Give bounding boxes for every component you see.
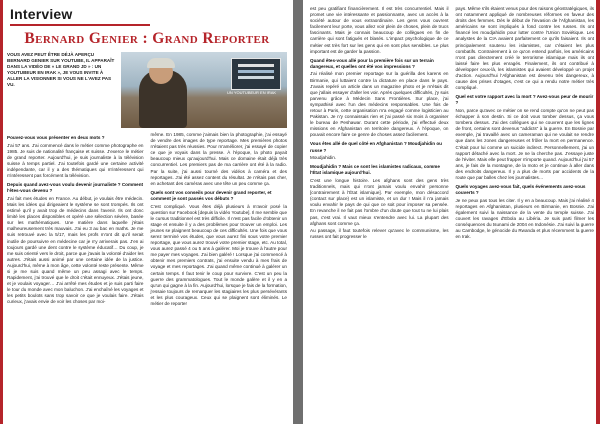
answer: est peu gratifiant financièrement. Il est très concurrentiel. Mais il promet une vie intéressante et passionnante, avec un accès à la société autour de vous extraordinaire. Les gens vous ouvrent facilement leur porte, vous allez voir plein de choses, plein de trucs fascinants. Mais je connais beaucoup de collègues en fin de carrière qui sont fatigués et blasés. L'impact psychologique de ce métier est très fort sur les gens qui en sont plus sensibles. Le plus important est de garder la passion. bbox=[310, 6, 449, 54]
answer: J'ai réalisé mon premier reportage sur la guérilla des karens en Birmanie, qui luttaient contre la dictature en place dans le pays. J'avais repéré un article dans un magazine photo et je m'étais dit que j'allais essayer d'aller les voir. Après quelques difficultés, j'y suis parvenu grâce à Médecin Sans Frontières. Sur place, j'ai sympathisé avec l'un des médecins responsables. Une fois de retour à Paris, cette organisation m'a engagé comme logisticien au Pakistan. Je n'y connaissais rien et j'ai passé six mois à organiser le bureau de Peshawar. Durant cette période, j'ai effectué deux missions en Afghanistan en territoire dangereux. À l'époque, on pouvait encore faire ce genre de choses assez facilement. bbox=[310, 71, 449, 138]
question: Depuis quand avez-vous voulu devenir journaliste ? Comment l'êtes-vous devenu ? bbox=[7, 182, 144, 194]
question: Quand êtes-vous allé pour la première fois sur un terrain dangereux, et quelles ont été vos impressions ? bbox=[310, 57, 434, 69]
left-column-2 bbox=[151, 132, 288, 309]
question: Moudjahidin ? Mais ce sont les islamistes radicaux, comme l'État islamique aujourd'hui. bbox=[310, 164, 440, 176]
photo-cap bbox=[147, 58, 175, 68]
question: Quels sont vos conseils pour devenir grand reporter, et comment je sont passés vos débuts ? bbox=[150, 189, 272, 201]
left-column-1 bbox=[7, 132, 144, 309]
left-columns bbox=[7, 132, 287, 309]
answer: même. En 1985, comme j'aimais bien la photographie, j'ai essayé de vendre des images de type reportage. Mes premières photos n'étaient pas très réussies. Pour m'améliorer, j'ai essayé de copier ce que je voyais dans la presse. À l'époque, la photo payait beaucoup mieux qu'aujourd'hui. Mais ce domaine était déjà très concurrentiel. Les premiers pas de ma carrière ont été à la radio. Par la suite, j'ai aussi tourné des vidéos à caméra et des reportages. J'ai été assez content du résultat. Je n'étais pas cher, en achetant des caméras avec une tête un peu comme ça. bbox=[150, 132, 287, 186]
lead-paragraph: VOUS AVEZ PEUT ÊTRE DÉJÀ APERÇU BERNARD GENIER SUR YOUTUBE, IL APPARAÎT DANS LA VIDÉO DE « LE GRAND JD » : UN YOUTUBEUR EN IRAK », JE VOUS INVITE À ALLER LA VISIONNER SI VOUS NE L'AVEZ PAS VU. bbox=[7, 52, 115, 87]
reporter-photo bbox=[121, 52, 287, 128]
answer: J'ai 57 ans. J'ai commencé dans le métier comme photographe en 1985. Je suis de nationalité française et suisse. J'exerce le métier de grand reporter. Aujourd'hui, je suis journaliste à la télévision suisse à temps partiel. J'ai toutefois gardé une certaine activité indépendante, car il y a des thématiques qui m'intéressent qui n'intéressent pas forcément la télévision. bbox=[7, 142, 144, 179]
right-column-1 bbox=[310, 6, 449, 242]
answer: Je ne peux pas tous les citer. Il y en a beaucoup. Mais j'ai réalisé 4 reportages en Afghanistan, plusieurs en Birmanie, en Bosnie. J'ai également suivi la naissance de la vente du temple suisse. J'ai couvert les ravages d'Ebola au Libéria. Je suis parti filmer les conséquences du tsunami de 2004 en Indonésie. J'ai suivi la guerre au Cambodge, le génocide du Rwanda et plus récemment la guerre en Irak. bbox=[455, 197, 594, 240]
answer: Moudjahidin. bbox=[310, 155, 337, 161]
right-column-2 bbox=[456, 6, 595, 242]
question: Vous êtes allé de quel côté en Afghanistan ? Moudjahidin ou russe ? bbox=[310, 141, 442, 153]
section-label: Interview bbox=[10, 6, 73, 22]
article-title: Bernard Genier : Grand Reporter bbox=[24, 30, 270, 47]
answer: C'est compliqué. Vous êtes déjà plusieurs à m'avoir posé la question sur Facebook [depuis la vidéo Youtube]. Il me semble que le cursus traditionnel est très difficile. Il n'est pas facile d'obtenir un stage et ensuite il y a des problèmes pour trouver un emploi. Les jeunes se plaignent beaucoup de ces difficultés. Une fois que vous serez terminé vos études, que vous aurez fini sous votre premier reportage, que vous aurez trouvé votre premier stage, etc. Au total, vous aurez passé 4 ou 5 ans à galérer. Moi je trouve à l'autre pour me payer mes voyages. J'ai bien galéré ! Lorsque j'ai commencé à obtenir mes premiers contrats, j'ai ensuite vendu à mes frais de voyage et mes reportages. J'ai quand même continué à galérer un certain temps. Il faut tenir le coup pour survivre. C'est un peu la guerre des grammatologues. Tout le monde galère et il y en a qu'un qui gagne à la fin. Aujourd'hui, lorsque je fais de la formation, j'essaie toujours de remarquer les stagiaires les plus persévérants et les plus courageux. Ceux qui se plaignent sont éliminés. Le métier de reporter bbox=[150, 203, 287, 307]
section-underline bbox=[10, 24, 150, 26]
right-margin-accent bbox=[596, 0, 600, 424]
question: Quel est votre rapport avec la mort ? Avez-vous peur de mourir ? bbox=[455, 94, 594, 106]
question: Quels voyages avez-vous fait, quels événements avez-vous couverts ? bbox=[455, 184, 586, 196]
left-page bbox=[0, 0, 293, 424]
answer: Au passage, il faut toutefois relever qu'avec le communisme, les russes ont fait progresser le bbox=[310, 228, 449, 240]
question: Pouvez-vous vous présenter en deux mots ? bbox=[7, 135, 105, 140]
answer: J'ai fait mes études en France. Au début, je voulais être médecin. Mais les idées qui dirigeaient le système se sont trompés. Ils ont estimé qu'il y avait trop de médecins dans l'avenir. Ils ont donc limité les places disponibles et opéré une sélection sévère, basée sur les mathématiques. Une matière dans laquelle j'étais malheureusement très mauvais. J'ai eu 3 au bac en maths. Je me suis retrouvé avec la 5/17, mais les profs m'ont dit qu'il serait inutile de poursuivre en médecine car je n'y arriverais pas. J'en ai toujours gardé une dent contre le système éducatif… Du coup, je me suis orienté vers le droit, parce que j'avais la volonté d'aider les autres. J'étais aussi animé par une certaine idée de la justice. Aujourd'hui, même à mon âge, cette volonté reste présente. Même si je me suis quand même un peu assagi avec le temps. Rapidement, j'ai trouvé que le droit c'était ennuyeux. J'étais jeune, et je voulais voyager… J'ai arrêté mes études et je suis parti faire le tour du monde avec mon baluchon. J'ai enchaîné les voyages et les petits boulots sans trop savoir ce que je voulais faire. J'étais curieux, j'avais envie de voir les choses par moi- bbox=[7, 195, 144, 305]
right-page bbox=[303, 0, 600, 424]
lead-row bbox=[7, 52, 287, 128]
answer: C'est une longue histoire. Les afghans sont des gens très traditionnels, mais qui n'ont jamais voulu envahir personne [contrairement à l'État islamique]. Par exemple, mon désaccord (contact sur place) est un islamiste, et un dur ! Mais il n'a jamais voulu envahir le pays de qui que ce soit pour imposer sa pensée. En revanche il ne fait pas l'ombre d'un doute que tout tu ne lui plais pas, c'est vrai. Il vaut mieux s'entendre avec lui. La plupart des afghans sont comme ça. bbox=[310, 177, 449, 226]
right-columns bbox=[310, 6, 594, 242]
answer: pays. Même s'ils étaient venus pour des raisons géostratégiques, ils ont notamment appliqué de nombreuses réformes en faveur des droits des femmes. Dès le début de l'invasion de l'Afghanistan, les américains se sont impliqués à fond contre les russes. Ils ont financé les moudjahidin pour lutter contre l'Union Soviétique. Les analystes de la CIA avaient parfaitement ce qu'ils faisaient. Ils ont principalement soutenu les islamistes, car c'étaient les plus combatifs. Contrairement à ce qu'on entend parfois, les américains n'ont pas directement créé le terrorisme islamique mais ils ont laissé faire les plus enragés. Finalement, ils ont contribué à développer ceux-là, les islamistes qui avaient développé un projet d'action. Aujourd'hui l'Afghanistan est devenu très dangereux, à cause des prises d'otages, c'est ce qui a rendu notre métier très compliqué. bbox=[455, 6, 595, 91]
left-margin-accent bbox=[0, 0, 3, 424]
answer: Non, parce qu'avec ce métier on se rend compte qu'on ne peut pas échapper à son destin. Si ce doit vous tomber dessus, ça vous tombera dessus. J'ai des collègues qui ne couvrent que les lignes de front, certains sont devenus "addicts" à la guerre. En Bosnie par exemple, j'ai travaillé avec un cameraman qui ne voulait se rendre que dans les zones dangereuses et frôler la mort en permanence. C'était pour lui comme un suicide indirect. Personnellement, j'ai un rapport détaché avec la mort. Je ne la cherche pas. J'essaye juste de l'éviter. Mais elle peut frapper n'importe quand. Aujourd'hui j'ai 57 ans, je fais de la montagne, de la moto et je continue à aller dans des endroits dangereux. Il y a plus de morts par accidents de la route que par balles chez les journalistes… bbox=[455, 108, 594, 181]
photo-caption: UN YOUTUBEUR EN IRAK bbox=[227, 90, 277, 95]
photo-video-screen bbox=[231, 58, 281, 90]
